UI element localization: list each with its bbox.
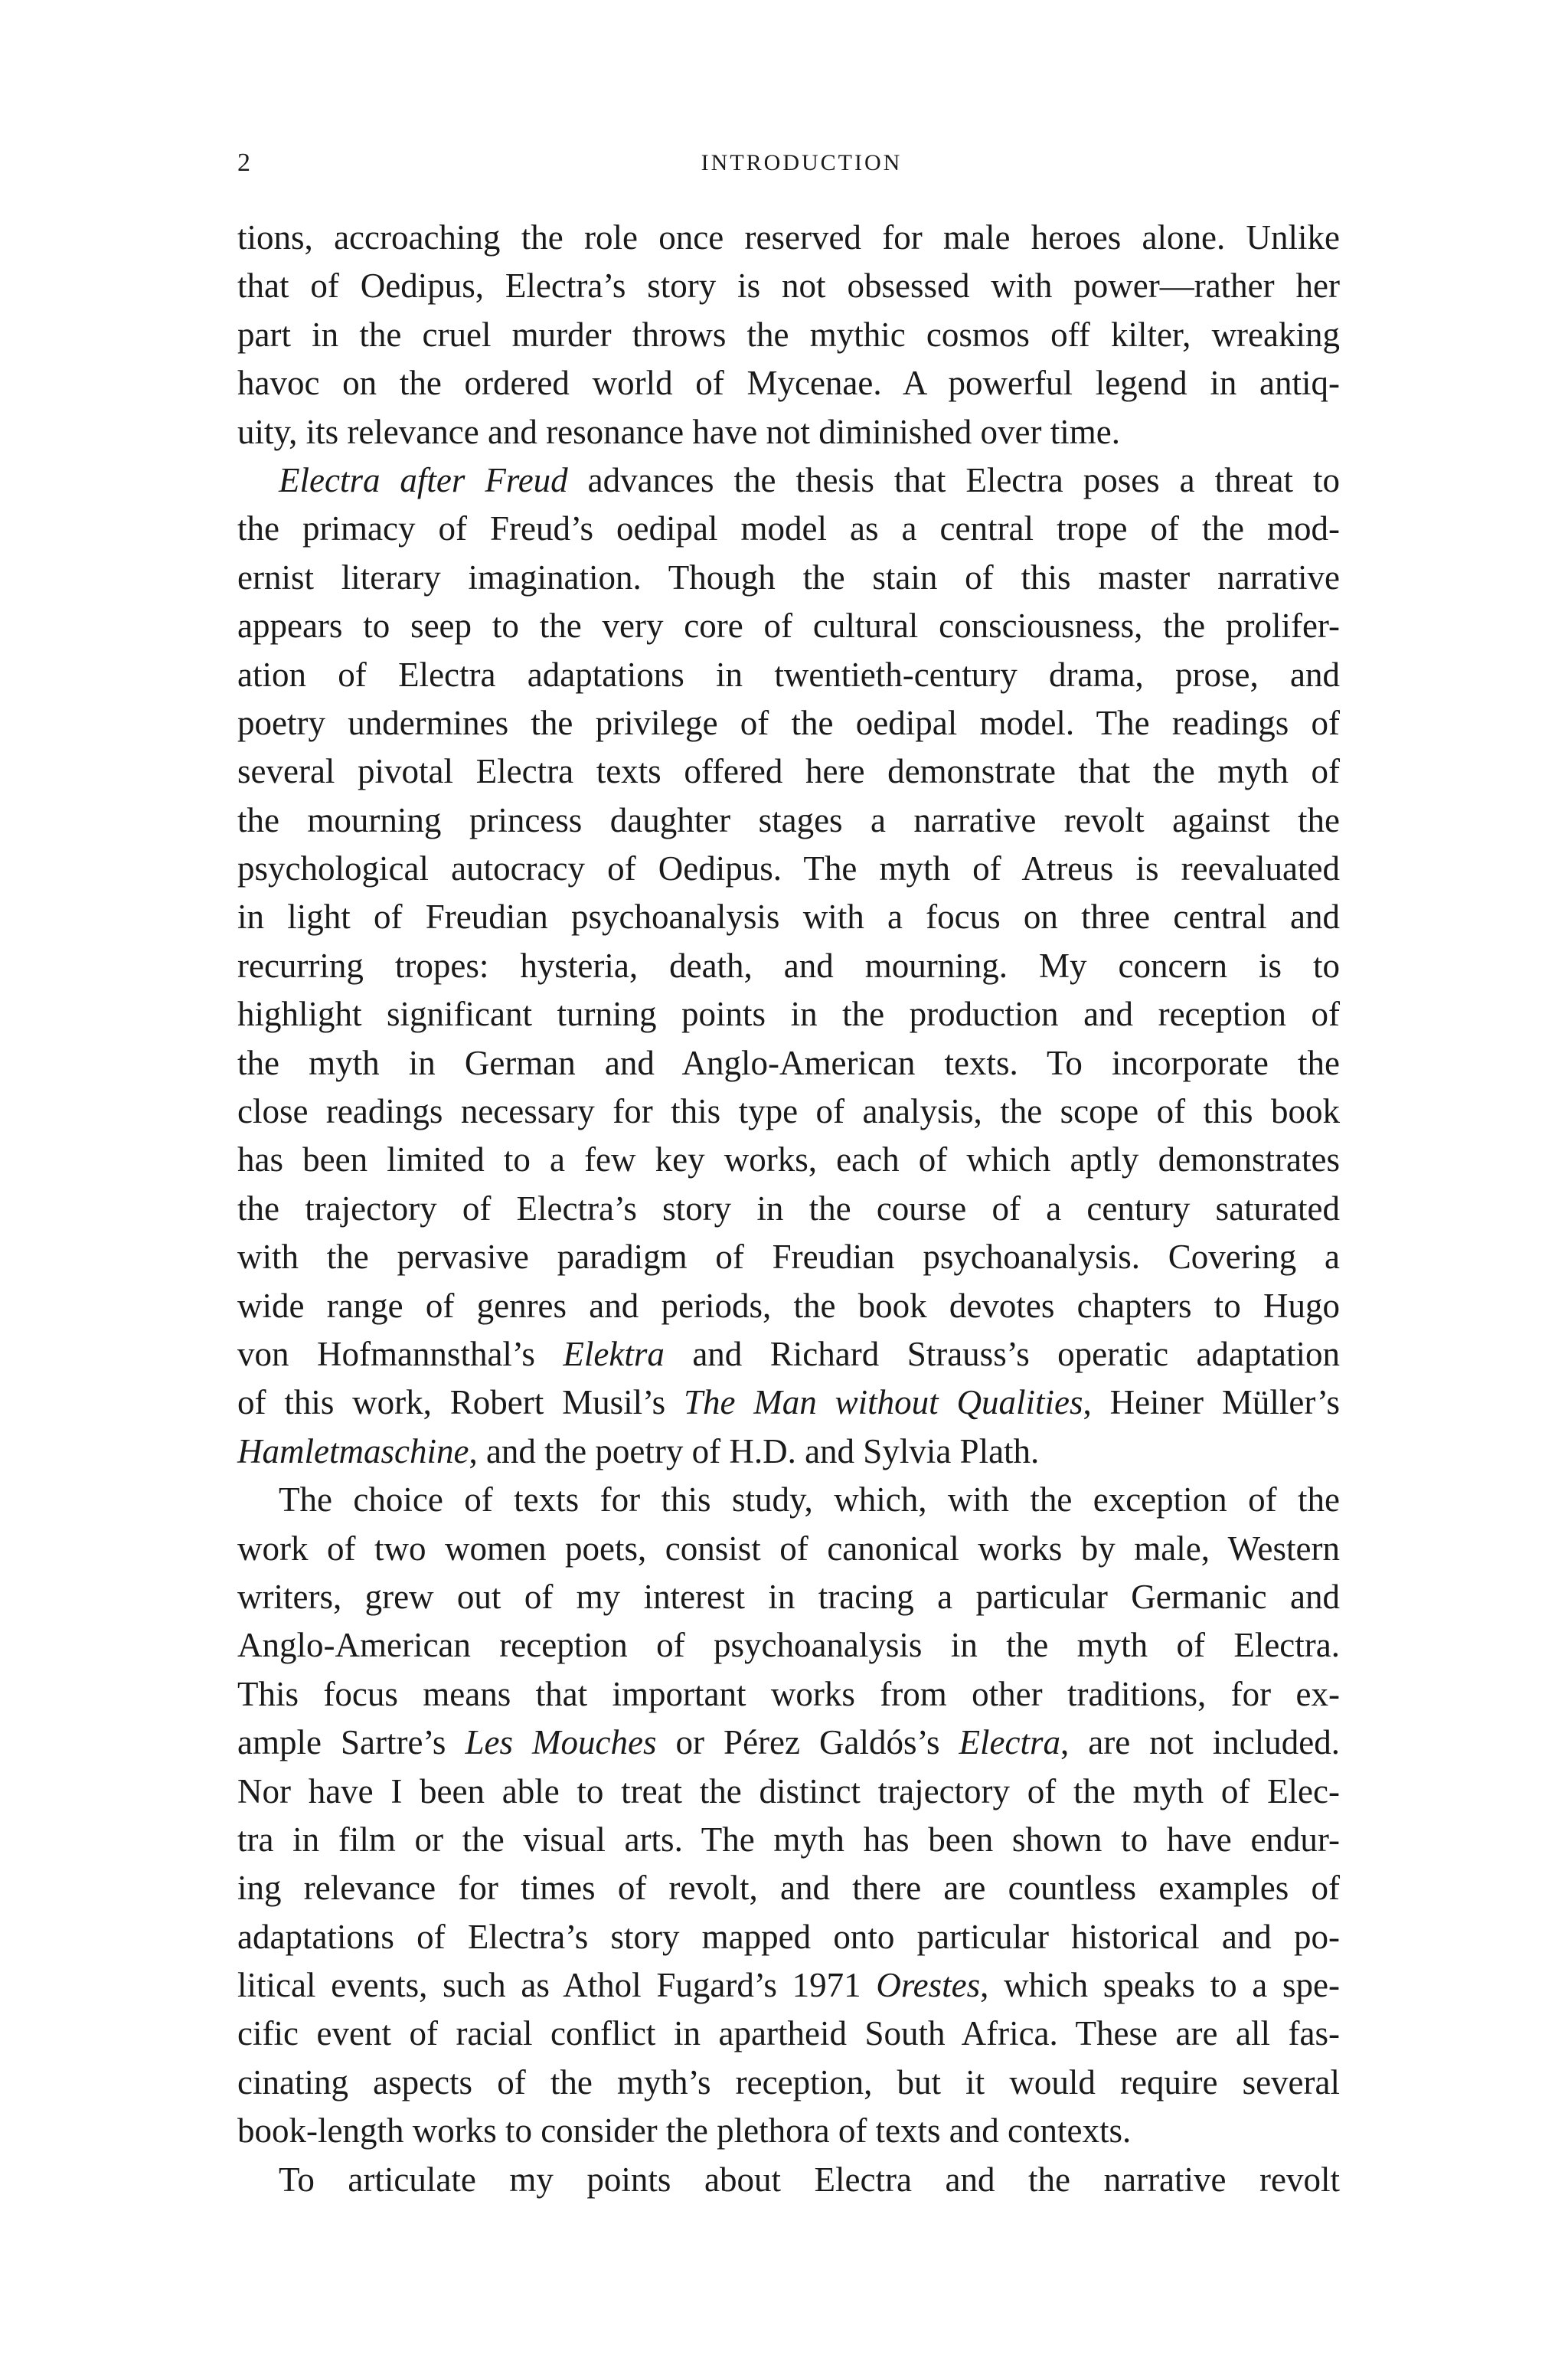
text-line — [237, 1719, 1340, 1767]
text-line: Anglo-American reception of psychoanalysis in the myth of Electra. — [237, 1626, 1340, 1665]
italic-title: The Man without Qualities — [683, 1383, 1083, 1422]
text-segment: , and the poetry of H.D. and Sylvia Plath. — [469, 1431, 1040, 1470]
text-line — [237, 1379, 1340, 1427]
text-line: that of Oedipus, Electra’s story is not obsessed with power—rather her — [237, 267, 1340, 306]
text-line: the trajectory of Electra’s story in the course of a century saturated — [237, 1189, 1340, 1228]
text-line: The choice of texts for this study, which, with the exception of the — [279, 1480, 1340, 1519]
italic-title: Orestes — [876, 1966, 981, 2005]
text-line: work of two women poets, consist of canonical works by male, Western — [237, 1529, 1340, 1568]
text-segment: , which speaks to a spe- — [980, 1966, 1340, 2005]
text-line: havoc on the ordered world of Mycenae. A powerful legend in antiq- — [237, 364, 1340, 403]
text-line — [237, 1330, 1340, 1379]
text-line: with the pervasive paradigm of Freudian psychoanalysis. Covering a — [237, 1238, 1340, 1277]
text-segment: advances the thesis that Electra poses a threat to — [567, 460, 1340, 499]
text-line: adaptations of Electra’s story mapped onto particular historical and po- — [237, 1917, 1340, 1956]
text-line: has been limited to a few key works, each of which aptly demonstrates — [237, 1140, 1340, 1179]
text-segment: litical events, such as Athol Fugard’s 1971 — [237, 1966, 877, 2005]
text-line: part in the cruel murder throws the mythic cosmos off kilter, wreaking — [237, 315, 1340, 354]
text-line: This focus means that important works from other traditions, for ex- — [237, 1674, 1340, 1713]
text-line: book-length works to consider the plethora of texts and contexts. — [237, 2111, 1132, 2150]
text-line: highlight significant turning points in the production and reception of — [237, 995, 1340, 1034]
italic-title: Electra after Freud — [279, 460, 568, 499]
body-text — [237, 214, 1340, 2204]
page-number: 2 — [237, 149, 250, 177]
text-segment: of this work, Robert Musil’s — [237, 1383, 684, 1422]
text-line — [237, 1961, 1340, 2010]
text-line: the mourning princess daughter stages a narrative revolt against the — [237, 800, 1340, 839]
text-line: uity, its relevance and resonance have not diminished over time. — [237, 412, 1120, 451]
text-line: the myth in German and Anglo-American texts. To incorporate the — [237, 1043, 1340, 1082]
text-line: tra in film or the visual arts. The myth has been shown to have endur- — [237, 1820, 1340, 1859]
text-line: psychological autocracy of Oedipus. The myth of Atreus is reevaluated — [237, 849, 1340, 888]
italic-title: Hamletmaschine — [237, 1431, 469, 1470]
text-line: ation of Electra adaptations in twentieth-century drama, prose, and — [237, 655, 1340, 694]
text-line: wide range of genres and periods, the book devotes chapters to Hugo — [237, 1286, 1340, 1325]
text-line: appears to seep to the very core of cultural consciousness, the prolifer- — [237, 607, 1340, 646]
text-line: writers, grew out of my interest in tracing a particular Germanic and — [237, 1577, 1340, 1616]
text-segment: ample Sartre’s — [237, 1723, 466, 1762]
text-line: the primacy of Freud’s oedipal model as a central trope of the mod- — [237, 509, 1340, 548]
text-line: To articulate my points about Electra and the narrative revolt — [279, 2160, 1340, 2199]
text-line: ing relevance for times of revolt, and there are countless examples of — [237, 1869, 1340, 1908]
text-line — [237, 456, 1340, 505]
italic-title: Elektra — [563, 1334, 665, 1373]
text-line: recurring tropes: hysteria, death, and mourning. My concern is to — [237, 946, 1340, 985]
text-line: Nor have I been able to treat the distinct trajectory of the myth of Elec- — [237, 1771, 1340, 1810]
text-line — [237, 1428, 1340, 1476]
text-line: cinating aspects of the myth’s reception, but it would require several — [237, 2062, 1340, 2101]
italic-title: Les Mouches — [465, 1723, 657, 1762]
text-segment: and Richard Strauss’s operatic adaptation — [664, 1334, 1340, 1373]
text-segment: or Pérez Galdós’s — [656, 1723, 959, 1762]
text-line: several pivotal Electra texts offered here demonstrate that the myth of — [237, 752, 1340, 791]
text-segment: , are not included. — [1060, 1723, 1340, 1762]
text-line: close readings necessary for this type of analysis, the scope of this book — [237, 1092, 1340, 1131]
running-head — [237, 144, 1338, 182]
text-line: tions, accroaching the role once reserved for male heroes alone. Unlike — [237, 218, 1340, 257]
text-line: ernist literary imagination. Though the stain of this master narrative — [237, 558, 1340, 597]
text-line: cific event of racial conflict in apartheid South Africa. These are all fas- — [237, 2014, 1340, 2053]
italic-title: Electra — [959, 1723, 1060, 1762]
running-title: INTRODUCTION — [701, 150, 903, 175]
text-segment: von Hofmannsthal’s — [237, 1334, 564, 1373]
text-line: in light of Freudian psychoanalysis with a focus on three central and — [237, 898, 1340, 937]
text-line: poetry undermines the privilege of the oedipal model. The readings of — [237, 703, 1340, 742]
text-segment: , Heiner Müller’s — [1083, 1383, 1341, 1422]
